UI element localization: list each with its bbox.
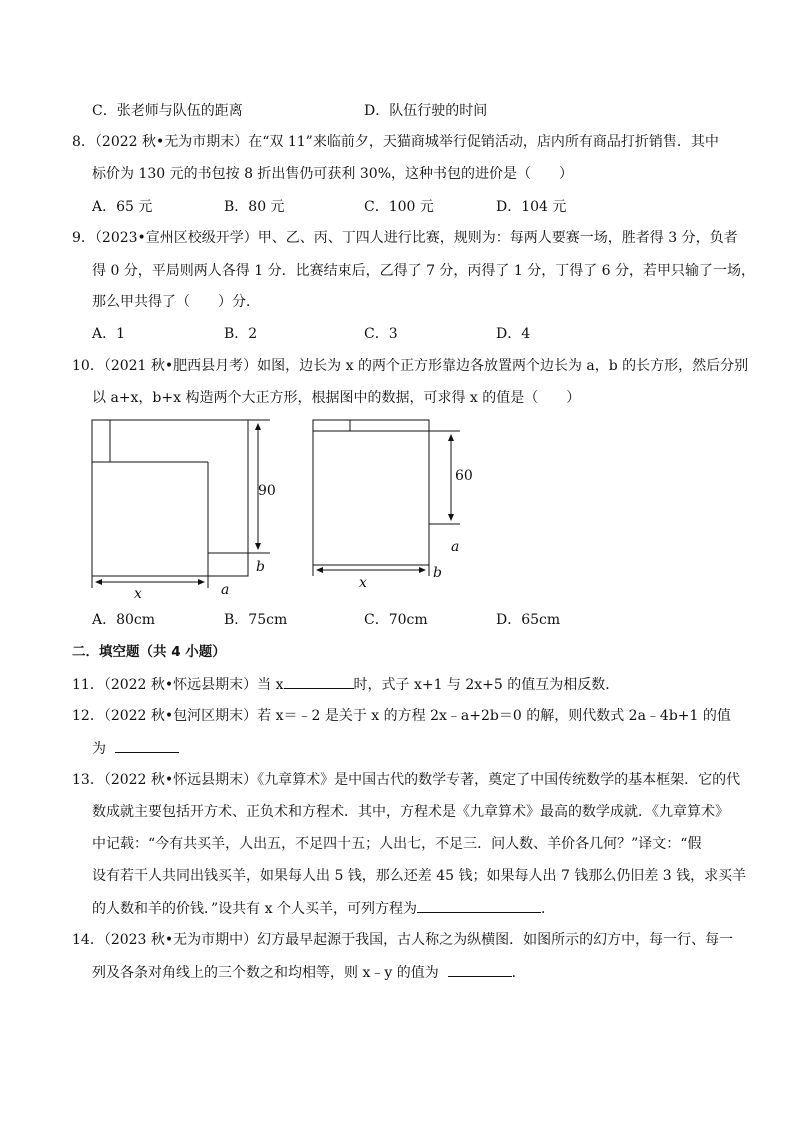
q8-text-line1: 8．（2022 秋•无为市期末）在“双 11”来临前夕，天猫商城举行促销活动，店内所有商品打折销售．其中 <box>72 134 719 150</box>
q10-option-c: C．70cm <box>364 612 428 628</box>
q11-text <box>72 674 619 695</box>
q9-text-line3: 那么甲共得了（ ）分． <box>92 294 260 310</box>
q9-option-c: C．3 <box>364 326 398 342</box>
right-rect-a-top <box>313 420 429 431</box>
right-label-b: b <box>433 565 442 581</box>
left-label-90: 90 <box>258 483 276 499</box>
left-label-b: b <box>256 559 265 575</box>
left-rect-a <box>92 420 110 462</box>
right-label-60: 60 <box>455 468 473 484</box>
q13-text-line5 <box>92 898 555 919</box>
right-label-a: a <box>451 539 460 555</box>
q8-option-d: D．104 元 <box>496 199 567 215</box>
right-big-square <box>313 431 429 565</box>
left-label-x: x <box>134 586 142 602</box>
q11-text-post: 时，式子 x+1 与 2x+5 的值互为相反数． <box>353 677 620 693</box>
q14-text-line2 <box>92 962 526 983</box>
q13-text-line1: 13．（2022 秋•怀远县期末）《九章算术》是中国古代的数学专著，奠定了中国传统数学的基本框架．它的代 <box>72 772 741 788</box>
q10-option-b: B．75cm <box>224 612 288 628</box>
q14-text-line1: 14．（2023 秋•无为市期中）幻方最早起源于我国，古人称之为纵横图．如图所示的幻方中，每一行、每一 <box>72 932 734 948</box>
q14-answer-blank[interactable] <box>448 962 512 977</box>
q7-option-c: C．张老师与队伍的距离 <box>92 103 243 119</box>
q13-text-post: ． <box>540 901 555 917</box>
q10-option-a: A．80cm <box>92 612 156 628</box>
right-label-x: x <box>359 575 367 591</box>
q8-option-c: C．100 元 <box>364 199 434 215</box>
q11-text-pre: 11．（2022 秋•怀远县期末）当 x <box>72 677 284 693</box>
q10-text-line1: 10．（2021 秋•肥西县月考）如图，边长为 x 的两个正方形靠边各放置两个边长为 a，b 的长方形，然后分别 <box>72 358 749 374</box>
q10-option-d: D．65cm <box>496 612 561 628</box>
q9-option-a: A．1 <box>92 326 126 342</box>
q14-text-pre: 列及各条对角线上的三个数之和均相等，则 x﹣y 的值为 <box>92 965 439 981</box>
q14-text-post: ． <box>511 965 526 981</box>
q12-text-line1: 12．（2022 秋•包河区期末）若 x＝﹣2 是关于 x 的方程 2x﹣a+2b＝0 的解，则代数式 2a﹣4b+1 的值 <box>72 708 731 724</box>
q13-text-line3: 中记载：“今有共买羊，人出五，不足四十五；人出七，不足三．问人数、羊价各几何？”译文：“假 <box>92 836 702 852</box>
q12-text-pre: 为 <box>92 741 106 757</box>
q13-text-line2: 数成就主要包括开方术、正负术和方程术．其中，方程术是《九章算术》最高的数学成就．《九章算术》 <box>92 804 729 820</box>
left-label-a: a <box>221 582 230 598</box>
q9-text-line1: 9．（2023•宣州区校级开学）甲、乙、丙、丁四人进行比赛，规则为：每两人要赛一场，胜者得 3 分，负者 <box>72 230 738 246</box>
q12-text-line2 <box>92 738 179 759</box>
section-2-title: 二．填空题（共 4 小题） <box>72 644 226 660</box>
q9-text-line2: 得 0 分，平局则两人各得 1 分．比赛结束后，乙得了 7 分，丙得了 1 分，丁得了 6 分，若甲只输了一场， <box>92 263 756 279</box>
q8-text-line2: 标价为 130 元的书包按 8 折出售仍可获利 30%，这种书包的进价是（ ） <box>92 166 573 182</box>
q10-text-line2: 以 a+x，b+x 构造两个大正方形，根据图中的数据，可求得 x 的值是（ ） <box>92 390 581 406</box>
q7-option-d: D．队伍行驶的时间 <box>364 103 488 119</box>
q9-option-d: D．4 <box>496 326 531 342</box>
q8-option-a: A．65 元 <box>92 199 153 215</box>
q11-answer-blank[interactable] <box>284 674 354 689</box>
q13-answer-blank[interactable] <box>417 898 541 913</box>
q9-option-b: B．2 <box>224 326 258 342</box>
q13-text-pre: 的人数和羊的价钱．”设共有 x 个人买羊，可列方程为 <box>92 901 417 917</box>
q8-option-b: B．80 元 <box>224 199 285 215</box>
q13-text-line4: 设有若干人共同出钱买羊，如果每人出 5 钱，那么还差 45 钱；如果每人出 7 钱那么仍旧差 3 钱，求买羊 <box>92 868 747 884</box>
q12-answer-blank[interactable] <box>115 738 179 753</box>
